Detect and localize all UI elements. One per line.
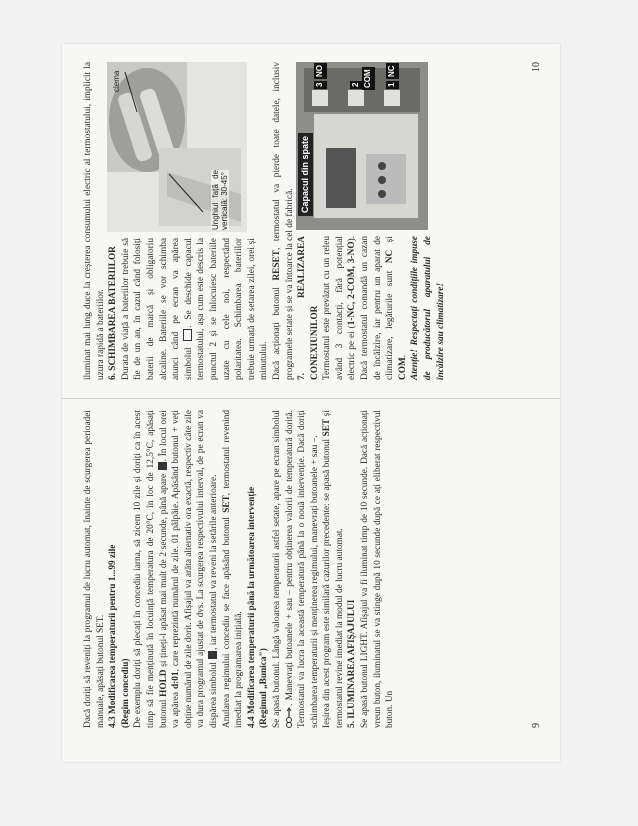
clip-label: clema [112, 70, 122, 92]
set-label: SET [221, 495, 232, 513]
section-7-title: 7. REALIZAREA CONEXIUNILOR [297, 236, 320, 380]
continued-paragraph: iluminat mai lung duce la creșterea consumului electric al termostatului, implicit la uzura rapidă a bateriilor. [83, 62, 106, 380]
reset-label: RESET [271, 250, 282, 281]
text: Se apasă butonul. Lângă valoarea temperaturii astfel setate, apare pe ecran simbolul [271, 410, 282, 728]
com-label: COM [397, 357, 408, 380]
section-4-4-paragraph-2 [321, 410, 346, 728]
back-cover-photo [296, 62, 428, 230]
section-4-4-subtitle: (Regimul „Bunica") [259, 648, 270, 728]
section-4-3-paragraph-2 [221, 410, 246, 728]
nc-label: NC [385, 249, 396, 264]
section-4-4-paragraph-1 [271, 410, 321, 728]
text: ). Dacă termostatul comandă un cazan de încălzire, iar pentru un aparat de climatizare, legăturile sunt [347, 236, 396, 380]
set-label: SET [322, 418, 333, 437]
text: și [385, 236, 396, 243]
angle-label: Unghiul față de verticală: 30-45° [211, 170, 230, 230]
vacation-icon [208, 651, 217, 659]
terminal-list: 1-NC, 2-COM, 3-NO [347, 241, 358, 326]
text: , termostatul revenind imediat la programarea inițială. [221, 410, 245, 728]
text: Dacă acționați butonul [271, 287, 282, 380]
text: , care reprezintă numărul de zile. 01 pâlpâie. Apăsând butonul + veți obține numărul de zile dorit. Afișajul va arăta alternativ ora exactă, respectiv câte zile va dura programul ajustat de dvs. La scurgerea respectivului interval, de pe ecran va dispărea simbolul [171, 410, 219, 728]
grandma-mode-icon [285, 706, 293, 728]
text: Durata de viață a bateriilor trebuie să fie de un an, în cazul când folosiți baterii de marcă și obligatoriu alcaline. Bateriile se vor schimba atunci când pe ecran va apărea simbolul [120, 238, 194, 380]
text: , termostatul va pierde toate datele, inclusiv programele setate și se va întoarce la cel de fabrică. [271, 62, 295, 380]
terminal-2-number: 2 [350, 81, 363, 89]
battery-photo [107, 62, 247, 232]
section-4-3-subtitle: (Regim concediu) [120, 658, 131, 728]
section-6-paragraph-2 [271, 62, 296, 380]
battery-icon [183, 329, 192, 341]
text: . [397, 354, 408, 358]
section-4-3-paragraph-1 [132, 410, 220, 728]
section-5-title: 5. ILUMINAREA AFIȘAJULUI [347, 599, 358, 728]
text: Ieșirea din acest program este similară cazurilor precedente: se apasă butonul [322, 438, 333, 728]
section-4-3-title: 4.3 Modificarea temperaturii pentru 1...99 zile [108, 544, 119, 728]
terminal-nc-label: NC [386, 63, 399, 79]
terminal-no-label: NO [314, 63, 327, 79]
page-number: 10 [531, 62, 543, 72]
hold-label: HOLD [158, 669, 169, 697]
text: Anularea regimului concediu se face apăsând butonul [221, 517, 232, 728]
vacation-icon [158, 462, 167, 470]
page-9 [72, 396, 546, 742]
text: . În locul orei va apărea [158, 410, 182, 728]
page-10 [72, 48, 546, 394]
section-5-paragraph: Se apasă butonul LIGHT. Afișajul va fi iluminat timp de 10 secunde. Dacă acționați vreun buton, iluminatul se va stinge după 10 secunde după ce ați eliberat respectivul buton. Un [360, 410, 396, 728]
text: Termostatul este prevăzut cu un releu având 3 contacți, fără potențial electric pe ei ( [322, 236, 358, 380]
text: și țineți-l apăsat mai mult de 2 secunde, până apare [158, 473, 169, 667]
text: . Se deschide capacul termostatului, așa cum este descris la punctul 2 și se înlocuiesc bateriile uzate cu cele noi, respectând polaritatea. Schimbarea bateriilor trebuie urmată de setarea zilei, orei și minutului. [183, 238, 270, 380]
text: , iar termostatul va reveni la setările anterioare. [208, 474, 219, 650]
section-4-4-title: 4.4 Modificarea temperaturii până la următoarea intervenție [246, 486, 257, 728]
section-7-warning: Atenție! Respectați condițiile impuse de producătorul aparatului de încălzire sau climatizare! [410, 236, 446, 380]
page-number: 9 [531, 723, 543, 728]
text: și termostatul revine imediat la modul de lucru automat. [322, 409, 345, 728]
intro-paragraph: Dacă doriți să reveniți la programul de lucru automat, înainte de scurgerea perioadei manuale, apăsați butonul SET. [83, 410, 106, 728]
back-cover-caption: Capacul din spate [298, 133, 313, 216]
text: . Manevrați butoanele + sau – pentru obținerea valorii de temperatură dorită. Termostatul va lucra la această temperatură până la o nouă intervenție. Dacă doriți schimbarea temperaturii și menținerea regimului, manevrați butoanele + sau –. [284, 410, 320, 728]
terminal-1-number: 1 [386, 81, 399, 89]
text: De exemplu doriți să plecați în concediu iarna, să zicem 10 zile și doriți ca în acest timp să fie menținută în locuință temperatura de 20°C, în loc de 12,5°C, apăsați butonul [133, 410, 169, 728]
terminal-com-label: COM [362, 67, 375, 90]
section-6-title: 6. SCHIMBAREA BATERIILOR [108, 246, 119, 380]
d01-label: d:01 [171, 671, 182, 689]
terminal-3-number: 3 [314, 81, 327, 89]
